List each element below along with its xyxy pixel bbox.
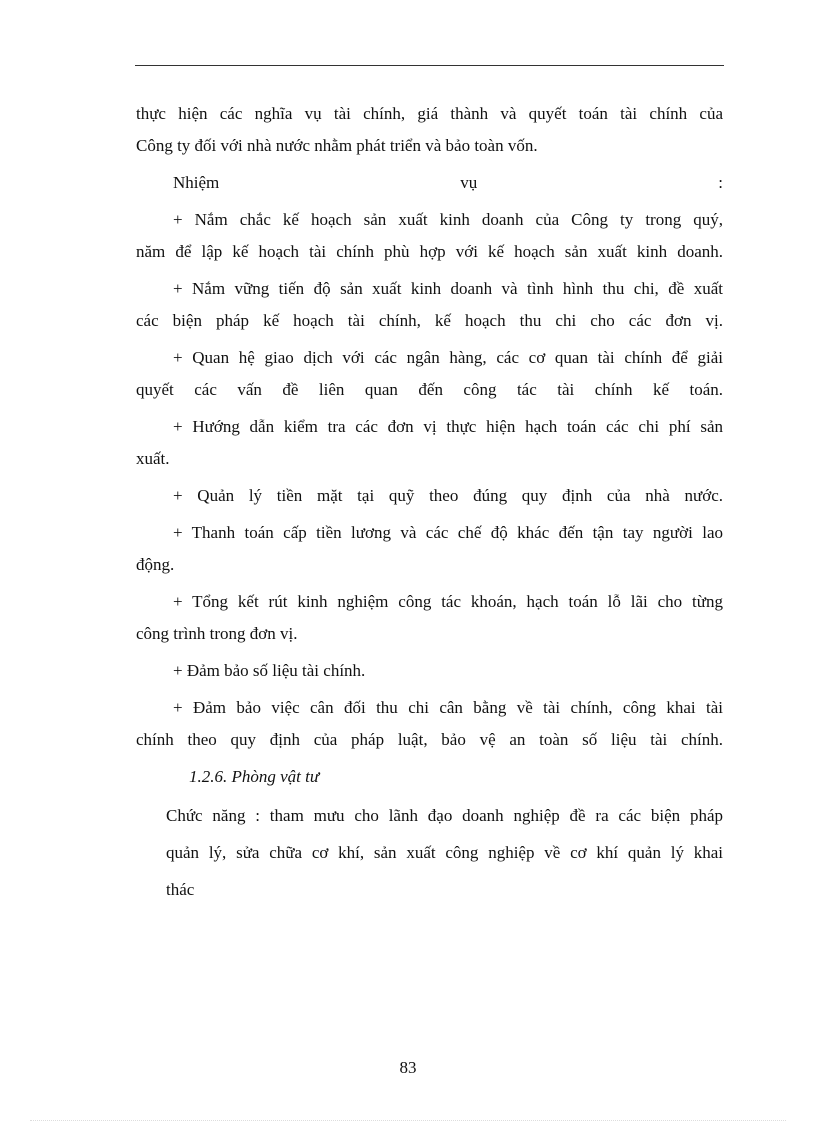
text-line: công trình trong đơn vị. bbox=[136, 624, 298, 643]
text-line: + Quản lý tiền mặt tại quỹ theo đúng quy định của nhà nước. bbox=[173, 486, 723, 505]
function-paragraph bbox=[136, 797, 723, 908]
task-item bbox=[136, 586, 723, 650]
page-content bbox=[136, 98, 723, 908]
text-line: các biện pháp kế hoạch tài chính, kế hoạch thu chi cho các đơn vị. bbox=[136, 311, 723, 330]
tasks-heading bbox=[136, 167, 723, 199]
task-item bbox=[136, 273, 723, 337]
text-line: thác bbox=[166, 880, 195, 899]
task-item bbox=[136, 480, 723, 512]
task-item bbox=[136, 204, 723, 268]
text-line: + Quan hệ giao dịch với các ngân hàng, các cơ quan tài chính để giải bbox=[173, 348, 723, 367]
task-item bbox=[136, 411, 723, 475]
tasks-heading-word-1: Nhiệm bbox=[173, 173, 220, 192]
text-line: + Đảm bảo việc cân đối thu chi cân bằng về tài chính, công khai tài bbox=[173, 698, 723, 717]
text-line: + Đảm bảo số liệu tài chính. bbox=[173, 661, 366, 680]
text-line: + Thanh toán cấp tiền lương và các chế độ khác đến tận tay người lao bbox=[173, 523, 723, 542]
tasks-heading-colon: : bbox=[718, 173, 723, 192]
task-item bbox=[136, 342, 723, 406]
text-line: + Nắm chắc kế hoạch sản xuất kinh doanh của Công ty trong quý, bbox=[173, 210, 723, 229]
text-line: quản lý, sửa chữa cơ khí, sản xuất công nghiệp về cơ khí quản lý khai bbox=[166, 843, 723, 862]
text-line: xuất. bbox=[136, 449, 170, 468]
paragraph-obligations bbox=[136, 98, 723, 162]
task-item bbox=[136, 655, 723, 687]
text-line: quyết các vấn đề liên quan đến công tác tài chính kế toán. bbox=[136, 380, 723, 399]
text-line: thực hiện các nghĩa vụ tài chính, giá thành và quyết toán tài chính của bbox=[136, 104, 723, 123]
task-item bbox=[136, 692, 723, 756]
text-line: Chức năng : tham mưu cho lãnh đạo doanh nghiệp đề ra các biện pháp bbox=[166, 806, 723, 825]
task-item bbox=[136, 517, 723, 581]
text-line: + Hướng dẫn kiểm tra các đơn vị thực hiện hạch toán các chi phí sản bbox=[173, 417, 723, 436]
section-heading: 1.2.6. Phòng vật tư bbox=[189, 767, 320, 786]
text-line: chính theo quy định của pháp luật, bảo vệ an toàn số liệu tài chính. bbox=[136, 730, 723, 749]
page-bottom-border bbox=[30, 1120, 786, 1121]
page-number: 83 bbox=[399, 1058, 417, 1077]
text-line: năm để lập kế hoạch tài chính phù hợp với kế hoạch sản xuất kinh doanh. bbox=[136, 242, 723, 261]
text-line: động. bbox=[136, 555, 175, 574]
text-line: Công ty đối với nhà nước nhằm phát triển và bảo toàn vốn. bbox=[136, 136, 538, 155]
header-rule bbox=[135, 65, 724, 66]
tasks-heading-word-2: vụ bbox=[460, 173, 478, 192]
text-line: + Tổng kết rút kinh nghiệm công tác khoán, hạch toán lỗ lãi cho từng bbox=[173, 592, 723, 611]
text-line: + Nắm vững tiến độ sản xuất kinh doanh và tình hình thu chi, đề xuất bbox=[173, 279, 723, 298]
